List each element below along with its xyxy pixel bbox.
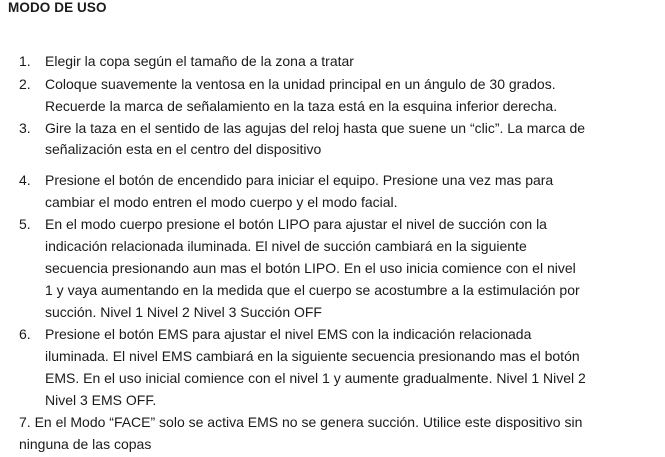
list-item-text: En el modo cuerpo presione el botón LIPO para ajustar el nivel de succión con la bbox=[45, 216, 547, 232]
list-item-number: 3. bbox=[19, 120, 31, 136]
list-item-text: succión. Nivel 1 Nivel 2 Nivel 3 Succión OFF bbox=[45, 304, 322, 320]
list-item-text: 7. En el Modo “FACE” solo se activa EMS no se genera succión. Utilice este dispositivo sin bbox=[19, 414, 583, 430]
list-item-text: cambiar el modo entren el modo cuerpo y el modo facial. bbox=[45, 194, 398, 210]
list-item-text: EMS. En el uso inicial comience con el nivel 1 y aumente gradualmente. Nivel 1 Nivel 2 bbox=[45, 370, 586, 386]
list-item-number: 5. bbox=[19, 216, 31, 232]
list-item-number: 2. bbox=[19, 76, 31, 92]
list-item-text: señalización esta en el centro del dispositivo bbox=[45, 141, 322, 157]
list-item-text: ninguna de las copas bbox=[19, 436, 152, 452]
list-item-text: Recuerde la marca de señalamiento en la taza está en la esquina inferior derecha. bbox=[45, 98, 558, 114]
list-item-text: indicación relacionada iluminada. El nivel de succión cambiará en la siguiente bbox=[45, 238, 527, 254]
list-item-text: Coloque suavemente la ventosa en la unidad principal en un ángulo de 30 grados. bbox=[45, 76, 556, 92]
list-item-text: Nivel 3 EMS OFF. bbox=[45, 392, 157, 408]
list-item-text: secuencia presionando aun mas el botón LIPO. En el uso inicia comience con el nivel bbox=[45, 260, 576, 276]
list-item-text: Gire la taza en el sentido de las agujas del reloj hasta que suene un “clic”. La marca de bbox=[45, 120, 586, 136]
list-item-text: iluminada. El nivel EMS cambiará en la siguiente secuencia presionando mas el botón bbox=[45, 348, 580, 364]
list-item-number: 6. bbox=[19, 326, 31, 342]
list-item-text: Elegir la copa según el tamaño de la zona a tratar bbox=[45, 53, 354, 69]
document-title: MODO DE USO bbox=[8, 0, 107, 15]
list-item-number: 1. bbox=[19, 53, 31, 69]
list-item-text: Presione el botón EMS para ajustar el nivel EMS con la indicación relacionada bbox=[45, 326, 532, 342]
list-item-number: 4. bbox=[19, 172, 31, 188]
list-item-text: Presione el botón de encendido para iniciar el equipo. Presione una vez mas para bbox=[45, 172, 554, 188]
list-item-text: 1 y vaya aumentando en la medida que el cuerpo se acostumbre a la estimulación por bbox=[45, 282, 580, 298]
